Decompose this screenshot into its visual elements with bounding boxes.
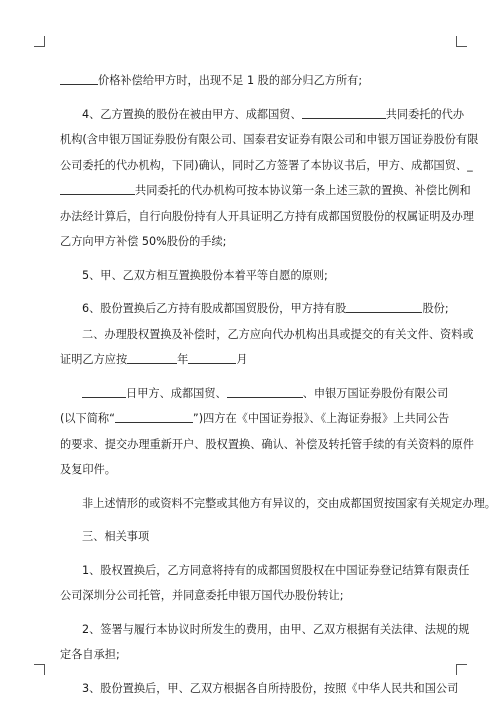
- fill-in-blank: [188, 351, 236, 364]
- text-segment: 日甲方、成都国贸、: [126, 386, 227, 400]
- text-line: 2、签署与履行本协议时所发生的费用，由甲、乙双方根据有关法律、法规的规: [82, 622, 470, 636]
- text-line: 及复印件。: [60, 463, 116, 476]
- text-segment: 共同委托的代办机构可按本协议第一条上述三款的置换、补偿比例和: [135, 184, 471, 197]
- text-segment: 4、乙方置换的股份在被由甲方、成都国贸、: [82, 107, 302, 121]
- text-line: 1、股权置换后，乙方同意将持有的成都国贸股权在中国证券登记结算有限责任: [82, 563, 470, 577]
- fill-in-blank: [227, 385, 303, 398]
- text-line: [60, 68, 440, 94]
- text-segment: ”)四方在《中国证券报》、《上海证券报》上共同公告: [192, 412, 450, 425]
- fill-in-blank: [302, 106, 386, 119]
- text-segment: (以下简称“: [60, 412, 115, 425]
- text-line: [60, 406, 450, 432]
- text-line: 非上述情形的或资料不完整或其他方有异议的，交由成都国贸按国家有关规定办理。: [82, 496, 496, 510]
- text-line: 机构(含申银万国证券股份有限公司、国泰君安证券有限公司和申银万国证券股份有限: [60, 133, 479, 146]
- crop-mark-bottom-right: [456, 664, 467, 675]
- text-segment: 、申银万国证券股份有限公司: [302, 386, 449, 400]
- text-segment: 价格补偿给甲方时，出现不足 1 股的部分归乙方所有;: [98, 74, 363, 87]
- text-segment: 月: [236, 353, 248, 366]
- text-line: [60, 102, 465, 128]
- fill-in-blank: [60, 72, 98, 85]
- fill-in-blank: [82, 385, 126, 398]
- crop-mark-top-left: [34, 36, 45, 47]
- text-line: [60, 381, 449, 407]
- text-line: 办法经计算后，自行向股份持有人开具证明乙方持有成都国贸股份的权属证明及办理: [60, 209, 474, 223]
- text-segment: 股份;: [422, 302, 449, 315]
- text-segment: 6、股份置换后乙方持有股成都国贸股份，甲方持有股: [82, 302, 347, 315]
- fill-in-blank: [127, 351, 177, 364]
- text-line: 定各自承担;: [60, 648, 120, 661]
- text-line: 公司委托的代办机构，下同)确认，同时乙方签署了本协议书后，甲方、成都国贸、_: [60, 158, 473, 172]
- text-line: 二、办理股权置换及补偿时，乙方应向代办机构出具或提交的有关文件、资料或: [82, 327, 474, 341]
- text-line: 的要求、提交办理重新开户、股权置换、确认、补偿及转托管手续的有关资料的原件: [60, 437, 474, 451]
- crop-mark-bottom-left: [34, 664, 45, 675]
- text-line: 3、股份置换后，甲、乙双方根据各自所持股份，按照《中华人民共和国公司: [82, 681, 459, 695]
- text-line: 乙方向甲方补偿 50%股份的手续;: [60, 235, 227, 248]
- document-body: [60, 68, 496, 701]
- text-segment: 共同委托的代办: [385, 107, 465, 121]
- text-segment: 年: [177, 353, 189, 366]
- fill-in-blank: [60, 182, 135, 195]
- fill-in-blank: [115, 410, 193, 423]
- crop-mark-top-right: [456, 36, 467, 47]
- text-segment: 证明乙方应按: [60, 353, 128, 366]
- fill-in-blank: [346, 300, 422, 313]
- text-line: [60, 347, 440, 373]
- text-line: [60, 178, 471, 204]
- text-line: 公司深圳分公司托管，并同意委托申银万国代办股份转让;: [60, 589, 344, 602]
- text-line: 5、甲、乙双方相互置换股份本着平等自愿的原则;: [82, 268, 328, 282]
- section-heading: 三、相关事项: [82, 530, 150, 543]
- text-line: [60, 296, 449, 322]
